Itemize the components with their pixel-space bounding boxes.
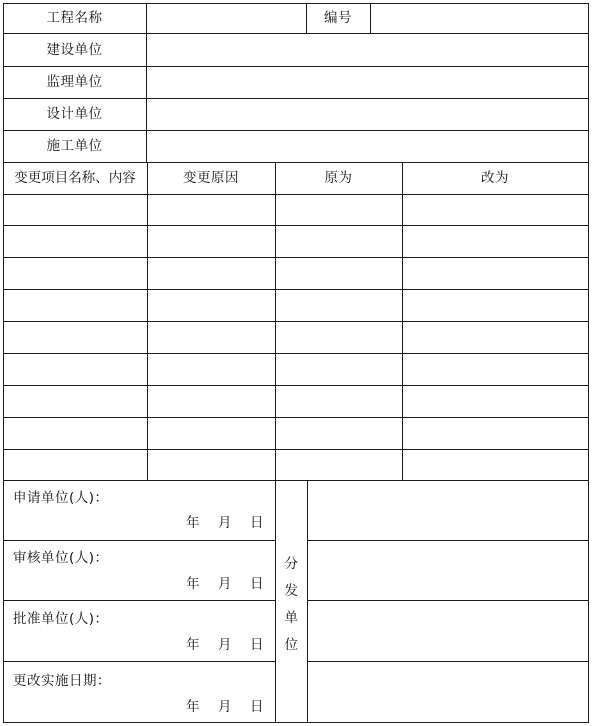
number-field[interactable] — [371, 4, 588, 33]
reviewer-label: 审核单位(人)： — [13, 550, 109, 566]
row-divider — [3, 661, 275, 662]
column-header-change-item: 变更项目名称、内容 — [14, 170, 136, 186]
border-right — [588, 3, 589, 723]
row-divider — [3, 225, 589, 226]
supervision-unit-field[interactable] — [147, 67, 588, 98]
date-month: 月 — [218, 637, 232, 653]
construction-unit-field[interactable] — [147, 34, 588, 66]
builder-unit-label: 施工单位 — [46, 138, 103, 154]
applicant-label: 申请单位(人)： — [13, 490, 109, 506]
date-day: 日 — [250, 576, 264, 592]
builder-unit-field[interactable] — [147, 131, 588, 162]
project-name-label: 工程名称 — [46, 10, 103, 26]
row-divider — [3, 600, 275, 601]
construction-unit-label: 建设单位 — [46, 42, 103, 58]
distribution-unit-char: 分 — [284, 556, 299, 572]
date-year: 年 — [186, 515, 200, 531]
row-divider — [3, 194, 589, 195]
row-divider — [3, 417, 589, 418]
design-unit-label: 设计单位 — [46, 106, 103, 122]
change-notice-form — [3, 3, 589, 723]
number-label: 编号 — [324, 10, 352, 26]
col-divider — [147, 162, 148, 481]
date-day: 日 — [250, 515, 264, 531]
row-divider — [3, 162, 589, 163]
column-header-changed-to: 改为 — [481, 170, 509, 186]
date-year: 年 — [186, 637, 200, 653]
date-month: 月 — [218, 515, 232, 531]
date-month: 月 — [218, 576, 232, 592]
date-year: 年 — [186, 576, 200, 592]
project-name-field[interactable] — [147, 4, 306, 33]
row-divider — [3, 385, 589, 386]
distribution-recipient-cell[interactable] — [308, 662, 588, 722]
distribution-recipient-cell[interactable] — [308, 481, 588, 540]
row-divider — [3, 449, 589, 450]
approver-label: 批准单位(人)： — [13, 611, 109, 627]
distribution-recipient-cell[interactable] — [308, 541, 588, 600]
column-header-original: 原为 — [324, 170, 353, 186]
date-month: 月 — [218, 699, 232, 715]
border-bottom — [3, 722, 589, 723]
effective-date-label: 更改实施日期： — [13, 673, 111, 689]
date-year: 年 — [186, 699, 200, 715]
row-divider — [3, 257, 589, 258]
distribution-recipient-cell[interactable] — [308, 601, 588, 661]
row-divider — [3, 321, 589, 322]
row-divider — [3, 289, 589, 290]
date-day: 日 — [250, 699, 264, 715]
column-header-change-reason: 变更原因 — [183, 170, 239, 186]
col-divider — [402, 162, 403, 481]
row-divider — [3, 353, 589, 354]
row-divider — [3, 540, 275, 541]
distribution-unit-char: 位 — [284, 637, 299, 653]
distribution-unit-char: 单 — [284, 610, 299, 626]
supervision-unit-label: 监理单位 — [46, 74, 103, 90]
design-unit-field[interactable] — [147, 99, 588, 130]
distribution-unit-char: 发 — [284, 583, 299, 599]
date-day: 日 — [250, 637, 264, 653]
